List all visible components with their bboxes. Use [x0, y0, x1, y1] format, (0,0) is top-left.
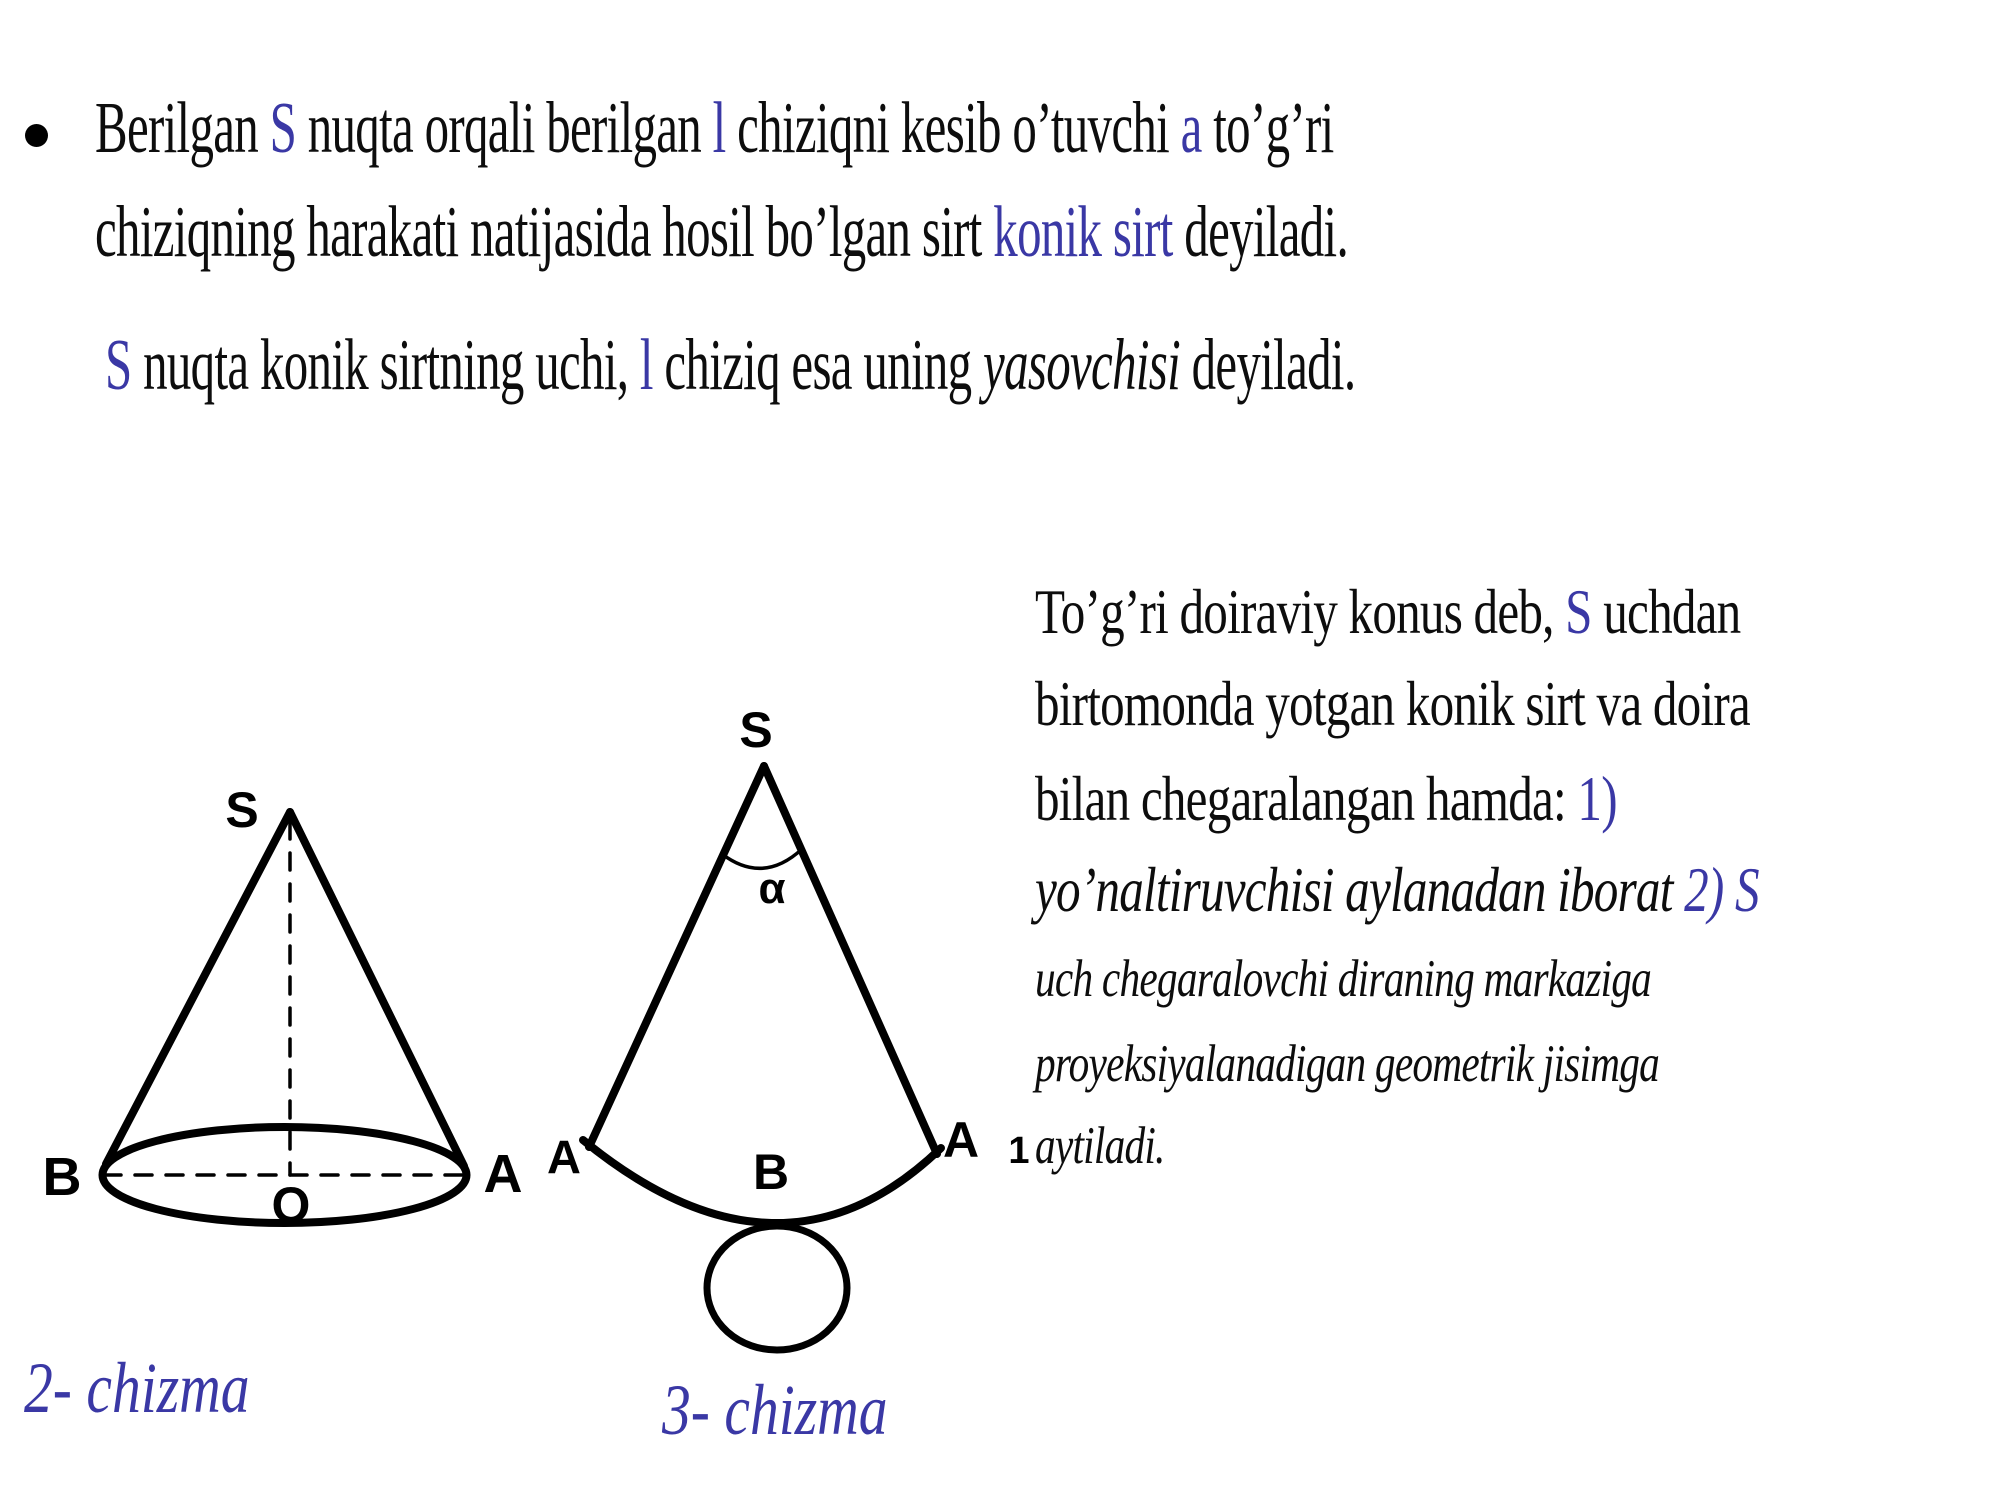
yasovchisi-term: yasovchisi — [983, 324, 1181, 405]
intro-line-2 — [95, 191, 1349, 272]
line-l-ref: l — [639, 324, 653, 405]
text-run: nuqta konik sirtning uchi, — [131, 324, 640, 405]
line-a-ref: a — [1180, 87, 1202, 168]
point-s-ref: S — [269, 87, 297, 168]
sector-figure — [583, 766, 941, 1350]
konik-sirt-term: konik sirt — [993, 191, 1173, 272]
list-item-2-marker: 2) S — [1684, 855, 1759, 925]
text-run: chiziqning harakati natijasida hosil bo’lgan sirt — [95, 191, 994, 272]
text-run: chiziqni kesib o’tuvchi — [725, 87, 1181, 168]
point-s-ref: S — [1565, 577, 1592, 647]
text-run: bilan chegaralangan hamda: — [1035, 764, 1578, 834]
text-run: nuqta orqali berilgan — [296, 87, 713, 168]
definition-line-4 — [1035, 855, 1759, 925]
cone-figure — [103, 812, 469, 1223]
point-s-ref: S — [105, 324, 132, 405]
definition-line-6 — [1035, 1035, 1660, 1093]
text-run: birtomonda yotgan konik sirt va doira — [1035, 669, 1750, 739]
definition-line-3 — [1035, 764, 1617, 834]
sector-left-edge — [589, 766, 764, 1147]
cone-center-label-o: O — [271, 1177, 311, 1233]
text-run: to’g’ri — [1201, 87, 1334, 168]
sector-label-b: B — [752, 1144, 790, 1200]
definition-line-5 — [1035, 950, 1652, 1008]
cone-label-b: B — [42, 1147, 82, 1207]
line-l-ref: l — [712, 87, 726, 168]
text-run: uchdan — [1591, 577, 1741, 647]
text-run: proyeksiyalanadigan geometrik jisimga — [1035, 1035, 1660, 1093]
definition-line-1 — [1035, 577, 1741, 647]
list-item-1-marker: 1) — [1577, 764, 1617, 834]
directrix-circle — [707, 1226, 847, 1350]
cone-apex-label-s: S — [225, 782, 259, 838]
text-run: yo’naltiruvchisi aylanadan iborat — [1035, 855, 1685, 925]
sector-label-a-right: A — [942, 1112, 980, 1168]
text-run: uch chegaralovchi diraning markaziga — [1035, 950, 1652, 1008]
definition-line-7 — [1035, 1117, 1165, 1175]
definition-line-2 — [1035, 669, 1750, 739]
figure2-caption: 2- chizma — [24, 1348, 250, 1428]
intro-line-3 — [105, 324, 1356, 405]
bullet-marker-icon — [25, 124, 48, 147]
intro-line-1 — [95, 87, 1334, 168]
alpha-angle-label: α — [758, 864, 786, 913]
sector-label-a-right-subscript: 1 — [1008, 1130, 1030, 1172]
sector-apex-label-s: S — [739, 702, 773, 758]
text-run: deyiladi. — [1172, 191, 1349, 272]
cone-label-a: A — [483, 1144, 523, 1204]
text-run: chiziq esa uning — [652, 324, 984, 405]
cone-left-edge — [106, 812, 290, 1164]
sector-right-edge — [764, 766, 937, 1154]
cone-right-edge — [290, 812, 464, 1166]
sector-label-a-left: A — [547, 1130, 581, 1184]
text-run: To’g’ri doiraviy konus deb, — [1035, 577, 1566, 647]
text-run: Berilgan — [95, 87, 270, 168]
text-run: aytiladi. — [1035, 1117, 1165, 1175]
text-run: deyiladi. — [1180, 324, 1356, 405]
figure3-caption: 3- chizma — [662, 1370, 888, 1450]
